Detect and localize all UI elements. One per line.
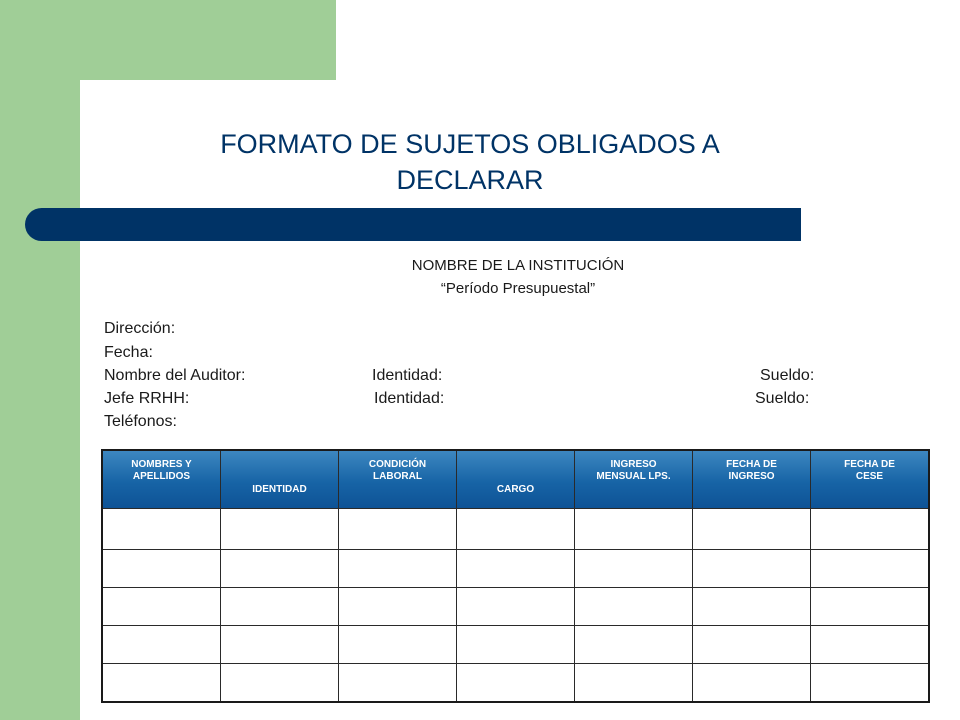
telefonos-label: Teléfonos: <box>104 413 177 430</box>
header-fecha-cese <box>811 450 930 509</box>
header-cargo <box>457 450 575 509</box>
table-cell[interactable] <box>102 664 221 703</box>
table-cell[interactable] <box>457 626 575 664</box>
header-text-line: LABORAL <box>373 471 422 482</box>
green-top-decoration <box>80 0 336 80</box>
header-text-line: INGRESO <box>610 459 657 470</box>
green-sidebar-decoration <box>0 0 80 720</box>
table-cell[interactable] <box>339 509 457 550</box>
header-text <box>457 484 574 508</box>
header-text-line: FECHA DE <box>844 459 895 470</box>
table-cell[interactable] <box>575 509 693 550</box>
table-row <box>102 588 929 626</box>
table-cell[interactable] <box>221 509 339 550</box>
header-text <box>693 451 810 483</box>
table-cell[interactable] <box>811 509 930 550</box>
auditor-identidad-label: Identidad: <box>372 367 443 384</box>
page-title-line-1: FORMATO DE SUJETOS OBLIGADOS A <box>220 129 720 159</box>
table-cell[interactable] <box>457 550 575 588</box>
table-cell[interactable] <box>339 588 457 626</box>
header-text <box>575 451 692 483</box>
table-row <box>102 626 929 664</box>
institution-name: NOMBRE DE LA INSTITUCIÓN <box>411 257 625 274</box>
declarants-table <box>101 449 930 703</box>
budget-period: “Período Presupuestal” <box>440 280 596 297</box>
table-row <box>102 509 929 550</box>
table-cell[interactable] <box>811 664 930 703</box>
header-text <box>103 451 220 483</box>
header-nombres-apellidos <box>102 450 221 509</box>
jefe-rrhh-label: Jefe RRHH: <box>104 390 190 407</box>
auditor-name-label: Nombre del Auditor: <box>104 367 246 384</box>
header-condicion-laboral <box>339 450 457 509</box>
table-cell[interactable] <box>457 509 575 550</box>
header-text <box>221 484 338 508</box>
direccion-label: Dirección: <box>104 320 176 337</box>
header-text-line: FECHA DE <box>726 459 777 470</box>
header-ingreso-mensual <box>575 450 693 509</box>
page-title-line-2: DECLARAR <box>396 165 544 195</box>
header-text-line: CARGO <box>496 484 535 495</box>
page-title <box>140 126 800 198</box>
header-text-line: CONDICIÓN <box>368 459 427 470</box>
header-text-line: APELLIDOS <box>132 471 191 482</box>
table-row <box>102 664 929 703</box>
table-cell[interactable] <box>811 626 930 664</box>
header-text-line: NOMBRES Y <box>131 459 192 470</box>
table-cell[interactable] <box>221 588 339 626</box>
table-cell[interactable] <box>102 550 221 588</box>
table-cell[interactable] <box>102 509 221 550</box>
jefe-identidad-label: Identidad: <box>374 390 445 407</box>
table-cell[interactable] <box>693 664 811 703</box>
table-cell[interactable] <box>693 550 811 588</box>
header-text <box>811 451 928 483</box>
header-text-line: IDENTIDAD <box>252 484 307 495</box>
table-cell[interactable] <box>811 550 930 588</box>
table-cell[interactable] <box>457 588 575 626</box>
table-cell[interactable] <box>575 626 693 664</box>
table-header-row <box>102 450 929 509</box>
auditor-sueldo-label: Sueldo: <box>760 367 815 384</box>
table-cell[interactable] <box>102 626 221 664</box>
table-cell[interactable] <box>693 588 811 626</box>
table-cell[interactable] <box>575 588 693 626</box>
table-body <box>102 509 929 703</box>
header-identidad <box>221 450 339 509</box>
table-cell[interactable] <box>457 664 575 703</box>
table-cell[interactable] <box>102 588 221 626</box>
table-cell[interactable] <box>339 550 457 588</box>
table-cell[interactable] <box>575 550 693 588</box>
table-cell[interactable] <box>693 626 811 664</box>
table-row <box>102 550 929 588</box>
table-cell[interactable] <box>575 664 693 703</box>
table-cell[interactable] <box>221 664 339 703</box>
table-cell[interactable] <box>811 588 930 626</box>
header-text-line: CESE <box>855 471 884 482</box>
table-cell[interactable] <box>693 509 811 550</box>
institution-block <box>300 254 736 300</box>
table-cell[interactable] <box>221 550 339 588</box>
header-text-line: INGRESO <box>728 471 775 482</box>
jefe-sueldo-label: Sueldo: <box>755 390 810 407</box>
table-cell[interactable] <box>339 626 457 664</box>
title-underline-bar <box>25 208 801 241</box>
header-text <box>339 451 456 483</box>
table-cell[interactable] <box>339 664 457 703</box>
header-text-line: MENSUAL LPS. <box>596 471 671 482</box>
fecha-label: Fecha: <box>104 344 153 361</box>
table-cell[interactable] <box>221 626 339 664</box>
header-fecha-ingreso <box>693 450 811 509</box>
